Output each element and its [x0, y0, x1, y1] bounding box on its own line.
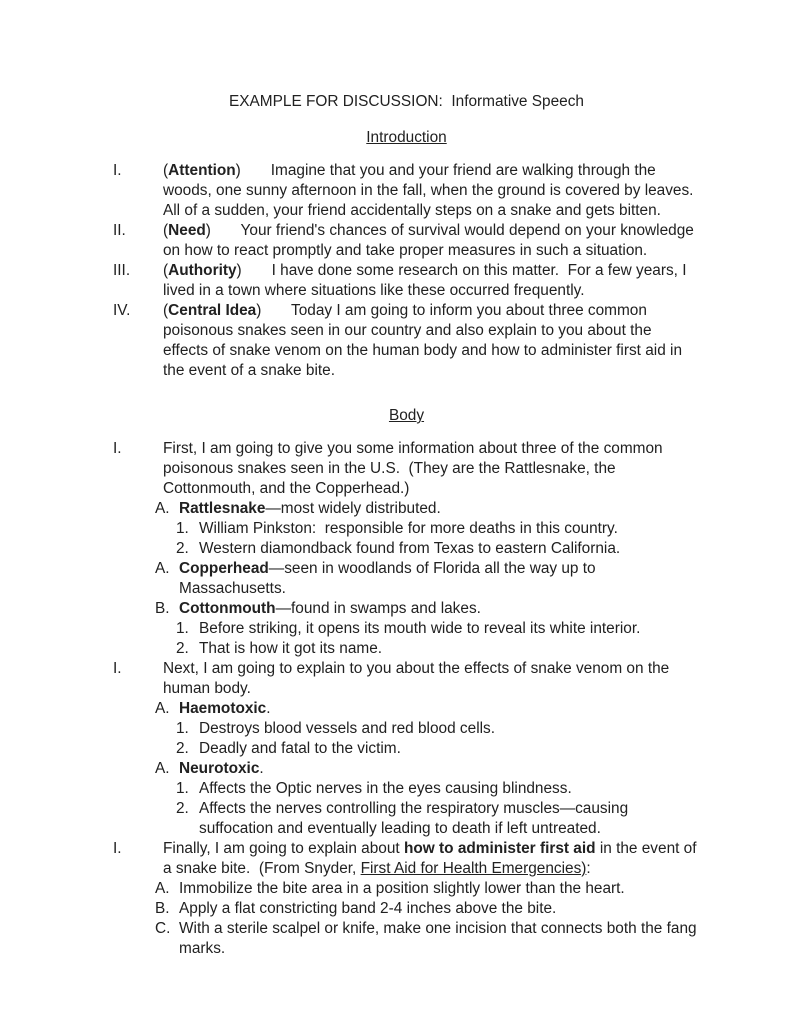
item-text: With a sterile scalpel or knife, make one incision that connects both the fang marks. — [179, 920, 701, 957]
item-text: Immobilize the bite area in a position slightly lower than the heart. — [179, 880, 625, 897]
item-text: (Authority) I have done some research on this matter. For a few years, I lived in a town where situations like these occurred frequently. — [163, 262, 691, 299]
item-marker: 1. — [176, 720, 189, 737]
item-text: Before striking, it opens its mouth wide to reveal its white interior. — [199, 620, 641, 637]
outline-item — [113, 699, 700, 719]
outline-item — [113, 559, 700, 599]
outline-item — [113, 919, 700, 959]
item-text: Copperhead—seen in woodlands of Florida all the way up to Massachusetts. — [179, 560, 600, 597]
outline-item — [113, 619, 700, 639]
outline-item — [113, 639, 700, 659]
item-text: Affects the nerves controlling the respiratory muscles—causing suffocation and eventually leading to death if left untreated. — [199, 800, 633, 837]
outline-item — [113, 161, 700, 221]
item-text: First, I am going to give you some information about three of the common poisonous snakes seen in the U.S. (They are the Rattlesnake, the Cottonmouth, and the Copperhead.) — [163, 440, 667, 497]
item-text: (Attention) Imagine that you and your friend are walking through the woods, one sunny afternoon in the fall, when the ground is covered by leaves. All of a sudden, your friend accidentally steps on a snake and gets bitten. — [163, 162, 702, 219]
speech-outline — [113, 128, 700, 959]
item-marker: III. — [113, 262, 131, 279]
outline-item — [113, 879, 700, 899]
outline-item — [113, 739, 700, 759]
outline-item — [113, 221, 700, 261]
item-marker: I. — [113, 840, 122, 857]
item-text: Haemotoxic. — [179, 700, 271, 717]
item-text: That is how it got its name. — [199, 640, 383, 657]
outline-item — [113, 499, 700, 519]
document-title: EXAMPLE FOR DISCUSSION: Informative Speech — [229, 93, 584, 110]
item-text: William Pinkston: responsible for more deaths in this country. — [199, 520, 618, 537]
outline-item — [113, 899, 700, 919]
outline-item — [113, 659, 700, 699]
item-marker: B. — [155, 600, 170, 617]
item-text: Deadly and fatal to the victim. — [199, 740, 401, 757]
item-marker: 2. — [176, 540, 189, 557]
item-marker: 2. — [176, 640, 189, 657]
section-heading-introduction: Introduction — [366, 129, 447, 146]
outline-item — [113, 799, 700, 839]
item-text: Next, I am going to explain to you about the effects of snake venom on the human body. — [163, 660, 674, 697]
item-marker: C. — [155, 920, 171, 937]
outline-item — [113, 261, 700, 301]
item-marker: 2. — [176, 800, 189, 817]
item-marker: IV. — [113, 302, 131, 319]
item-text: Neurotoxic. — [179, 760, 264, 777]
item-text: Affects the Optic nerves in the eyes causing blindness. — [199, 780, 572, 797]
outline-item — [113, 439, 700, 499]
outline-item — [113, 839, 700, 879]
item-marker: A. — [155, 700, 170, 717]
outline-item — [113, 599, 700, 619]
item-text: Rattlesnake—most widely distributed. — [179, 500, 441, 517]
item-marker: B. — [155, 900, 170, 917]
item-text: Western diamondback found from Texas to eastern California. — [199, 540, 621, 557]
item-marker: A. — [155, 560, 170, 577]
item-marker: 1. — [176, 520, 189, 537]
item-text: (Need) Your friend's chances of survival would depend on your knowledge on how to react promptly and take proper measures in such a situation. — [163, 222, 699, 259]
item-text: Finally, I am going to explain about how to administer first aid in the event of a snake bite. (From Snyder, First Aid for Health Emergencies): — [163, 840, 701, 877]
item-marker: I. — [113, 162, 122, 179]
item-text: (Central Idea) Today I am going to inform you about three common poisonous snakes seen in our country and also explain to you about the effects of snake venom on the human body and how to administer first aid in the event of a snake bite. — [163, 302, 687, 379]
outline-item — [113, 759, 700, 779]
item-marker: I. — [113, 440, 122, 457]
outline-item — [113, 519, 700, 539]
item-marker: A. — [155, 880, 170, 897]
item-marker: II. — [113, 222, 126, 239]
item-text: Destroys blood vessels and red blood cells. — [199, 720, 495, 737]
outline-item — [113, 719, 700, 739]
outline-item — [113, 301, 700, 381]
item-marker: 1. — [176, 620, 189, 637]
item-marker: 1. — [176, 780, 189, 797]
item-marker: 2. — [176, 740, 189, 757]
outline-item — [113, 779, 700, 799]
item-text: Cottonmouth—found in swamps and lakes. — [179, 600, 481, 617]
section-heading-body: Body — [388, 407, 425, 424]
item-marker: A. — [155, 760, 170, 777]
outline-item — [113, 539, 700, 559]
item-marker: A. — [155, 500, 170, 517]
item-text: Apply a flat constricting band 2-4 inches above the bite. — [179, 900, 557, 917]
item-marker: I. — [113, 660, 122, 677]
